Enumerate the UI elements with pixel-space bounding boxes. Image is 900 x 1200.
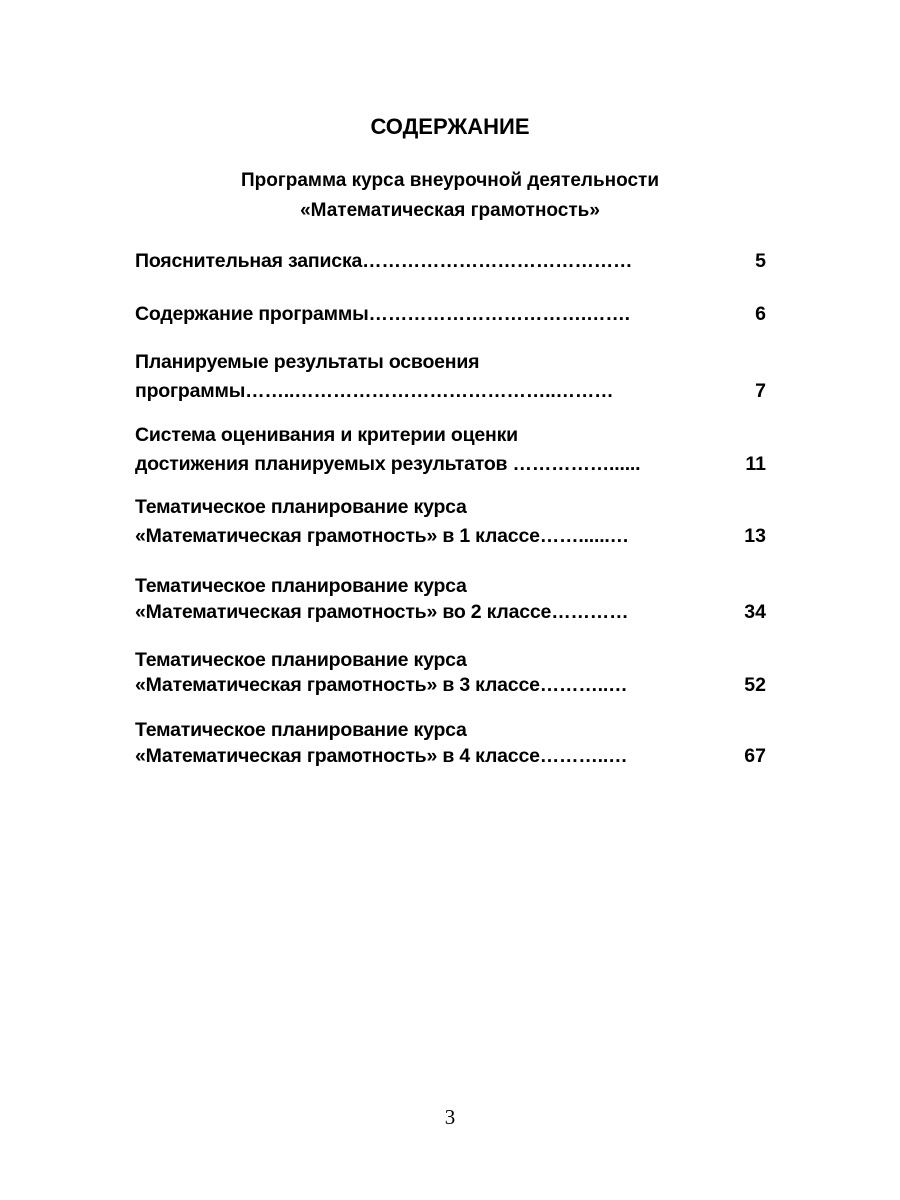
toc-entry-text: Планируемые результаты освоения: [135, 351, 480, 373]
page-number: 3: [444, 1105, 456, 1129]
toc-entry-text: Содержание программы…………………………….…….: [135, 303, 630, 325]
toc-entry-text: Тематическое планирование курса: [135, 649, 467, 671]
toc-entry-text: достижения планируемых результатов ……………......: [135, 453, 641, 475]
toc-entry-page: 7: [755, 380, 766, 402]
toc-entry-page: 6: [755, 303, 766, 325]
toc-entry-page: 13: [744, 525, 766, 547]
toc-entry-text: Тематическое планирование курса: [135, 575, 467, 597]
toc-entry-page: 34: [744, 601, 766, 623]
toc-entry-text: «Математическая грамотность» в 1 классе……......…: [135, 525, 629, 547]
toc-entry-page: 5: [755, 250, 766, 272]
program-subtitle-line-2: «Математическая грамотность»: [300, 200, 600, 221]
toc-entry-text: «Математическая грамотность» в 3 классе………..…: [135, 674, 628, 696]
toc-entry-text: «Математическая грамотность» в 4 классе………..…: [135, 745, 628, 767]
toc-entry-page: 11: [745, 453, 766, 475]
toc-entry-text: Тематическое планирование курса: [135, 719, 467, 741]
toc-entry-text: Тематическое планирование курса: [135, 496, 467, 518]
toc-entry-page: 67: [744, 745, 766, 767]
toc-entry-text: Система оценивания и критерии оценки: [135, 424, 518, 446]
toc-title: СОДЕРЖАНИЕ: [370, 114, 530, 139]
toc-entry-text: Пояснительная записка……………………………………: [135, 250, 633, 272]
program-subtitle-line-1: Программа курса внеурочной деятельности: [240, 170, 660, 191]
toc-entry-text: «Математическая грамотность» во 2 классе…………: [135, 601, 629, 623]
toc-entry-page: 52: [744, 674, 766, 696]
toc-entry-text: программы……..…………………………………..………: [135, 380, 614, 402]
